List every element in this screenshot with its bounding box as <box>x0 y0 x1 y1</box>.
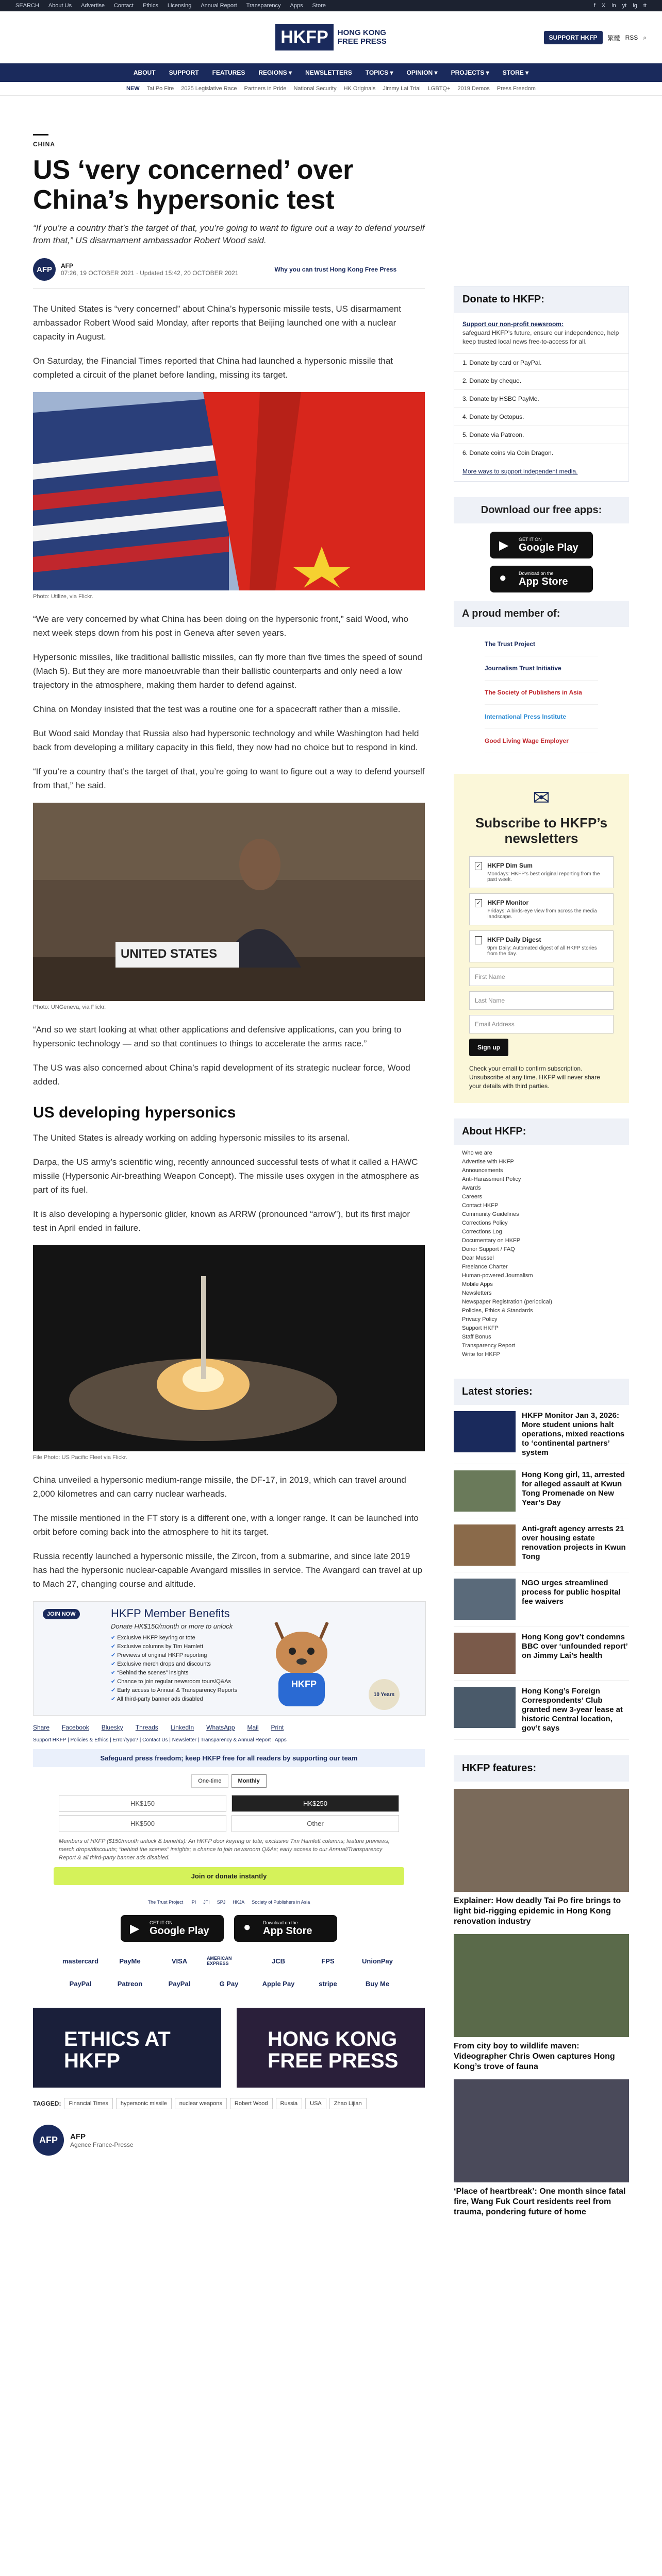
sidebar <box>454 286 629 2217</box>
header-actions <box>544 31 647 44</box>
flags-illustration <box>33 392 425 590</box>
trending-label: NEW <box>126 86 140 92</box>
nav-regions[interactable]: REGIONS ▾ <box>258 69 292 76</box>
publish-date: 07:26, 19 OCTOBER 2021 · Updated 15:42, 20 OCTOBER 2021 <box>61 269 239 277</box>
photo-caption: File Photo: US Pacific Fleet via Flickr. <box>33 1454 127 1461</box>
paragraph: Darpa, the US army’s scientific wing, recently announced successful tests of what it called a HAWC missile (Hypersonic Air-breathing Weapon Concept). The missile uses oxygen in the atmosphere as part of its fuel. <box>33 1157 419 1195</box>
donation-amounts <box>59 1795 399 1832</box>
about-link[interactable]: Donor Support / FAQ <box>462 1246 515 1252</box>
photo-caption: Photo: Utilize, via Flickr. <box>33 594 93 600</box>
checkbox-checked[interactable]: ✓ <box>475 899 482 907</box>
apple-icon: ● <box>499 571 507 585</box>
top-utility-bar <box>0 0 662 11</box>
flags-photo <box>33 392 425 590</box>
latest-story[interactable]: Hong Kong girl, 11, arrested for alleged assault at Kwun Tong Promenade on New Year’s Day <box>454 1464 629 1518</box>
search-link[interactable]: SEARCH <box>15 3 39 9</box>
share-links <box>33 1724 425 1731</box>
nav-store[interactable]: STORE ▾ <box>502 69 529 76</box>
newsletter-heading: Subscribe to HKFP’s newsletters <box>475 815 608 846</box>
author-avatar[interactable]: AFP <box>33 258 56 281</box>
benefit-item: ✔ Chance to join regular newsroom tours/Q&As <box>111 1677 237 1686</box>
benefit-item: ✔ Previews of original HKFP reporting <box>111 1651 237 1660</box>
footer-links[interactable]: Support HKFP | Policies & Ethics | Error/typo? | Contact Us | Newsletter | Transparency & Annual Report | Apps <box>33 1737 287 1743</box>
share-mail[interactable]: Mail <box>247 1724 259 1731</box>
monthly-tab[interactable]: Monthly <box>231 1774 267 1788</box>
about-link[interactable]: Policies, Ethics & Standards <box>462 1308 533 1314</box>
paragraph: The US was also concerned about China’s rapid development of its strategic nuclear force, Wood added. <box>33 1063 410 1087</box>
paragraph: The United States is already working on adding hypersonic missiles to its arsenal. <box>33 1133 350 1143</box>
benefit-list <box>111 1634 237 1704</box>
story-thumbnail <box>454 1579 516 1620</box>
feature-story[interactable]: ‘Place of heartbreak’: One month since fatal fire, Wang Fuk Court residents reel from trauma, pondering future of home <box>454 2079 629 2217</box>
payment-logo: mastercard <box>62 1957 99 1965</box>
donate-option[interactable]: 3. Donate by HSBC PayMe. <box>454 389 628 408</box>
partner-logo[interactable]: HKJA <box>233 1900 245 1905</box>
author-box-name[interactable]: AFP <box>70 2132 86 2141</box>
apps-link[interactable]: Apps <box>290 3 303 9</box>
paragraph: Russia recently launched a hypersonic missile, the Zircon, from a submarine, and since late 2019 has had the hypersonic nuclear-capable Avangard missiles in service. The Avangard can travel at up to Mach 27, changing course and altitude. <box>33 1551 423 1589</box>
about-link[interactable]: Announcements <box>462 1167 503 1174</box>
paragraph: “We are very concerned by what China has been doing on the hypersonic front,” said Wood, who next week steps down from his post in Geneva after seven years. <box>33 614 408 638</box>
about-link[interactable]: Transparency Report <box>462 1343 515 1349</box>
about-link[interactable]: Documentary on HKFP <box>462 1238 521 1244</box>
play-icon: ▶ <box>130 1922 140 1936</box>
mascot-shirt-text: HKFP <box>291 1679 317 1689</box>
paragraph: On Saturday, the Financial Times reported that China had launched a hypersonic missile that completed a circuit of the planet before landing, missing its target. <box>33 356 393 380</box>
promo-subtitle: Donate HK$150/month or more to unlock <box>111 1622 233 1630</box>
play-icon: ▶ <box>499 538 509 552</box>
about-link[interactable]: Human-powered Journalism <box>462 1273 533 1279</box>
about-link[interactable]: Staff Bonus <box>462 1334 491 1340</box>
member-logo[interactable]: The Trust Project <box>485 632 598 656</box>
photo-caption: Photo: UNGeneva, via Flickr. <box>33 1004 106 1010</box>
checkbox[interactable] <box>475 936 482 944</box>
payment-logos <box>33 1952 425 1992</box>
apple-icon: ● <box>243 1920 251 1934</box>
app-store-button[interactable]: ● Download on the App Store <box>234 1915 337 1942</box>
latest-story[interactable]: NGO urges streamlined process for public hospital fee waivers <box>454 1572 629 1626</box>
amount-option[interactable]: HK$150 <box>59 1795 226 1812</box>
app-store-buttons <box>33 1915 425 1942</box>
first-name-field[interactable]: First Name <box>469 968 614 986</box>
sidebar-google-play-button[interactable]: ▶ GET IT ON Google Play <box>490 532 593 558</box>
tag[interactable]: USA <box>305 2098 326 2109</box>
author-box-avatar[interactable]: AFP <box>33 2125 64 2156</box>
about-link[interactable]: Freelance Charter <box>462 1264 508 1270</box>
donate-text: Support our non-profit newsroom: safeguard HKFP’s future, ensure our independence, help keep trusted local news free-to-access for all. <box>462 320 619 345</box>
annual-report-link[interactable]: Annual Report <box>201 3 237 9</box>
benefit-item: ✔ Early access to Annual & Transparency Reports <box>111 1686 237 1695</box>
article-category[interactable]: CHINA <box>33 141 55 148</box>
about-link[interactable]: Who we are <box>462 1150 492 1156</box>
member-benefits-promo[interactable] <box>33 1601 426 1716</box>
about-heading: About HKFP: <box>454 1118 629 1145</box>
amount-option-selected[interactable]: HK$250 <box>231 1795 399 1812</box>
donate-option[interactable]: 5. Donate via Patreon. <box>454 426 628 444</box>
share-whatsapp[interactable]: WhatsApp <box>206 1724 235 1731</box>
tag[interactable]: Financial Times <box>64 2098 112 2109</box>
share-label: Share <box>33 1724 50 1731</box>
partner-logo[interactable]: The Trust Project <box>147 1900 184 1905</box>
newsletter-option[interactable]: ✓ HKFP Dim Sum Mondays: HKFP’s best original reporting from the past week. <box>469 856 614 888</box>
anniversary-badge: 10 Years <box>369 1679 400 1710</box>
payment-logo: stripe <box>319 1979 337 1988</box>
member-logo[interactable]: Good Living Wage Employer <box>485 729 598 753</box>
about-link[interactable]: Corrections Policy <box>462 1220 508 1226</box>
checkbox-checked[interactable]: ✓ <box>475 862 482 870</box>
member-logo[interactable]: The Society of Publishers in Asia <box>485 681 598 705</box>
ethics-link[interactable]: Ethics <box>142 3 158 9</box>
about-link[interactable]: Newsletters <box>462 1290 492 1296</box>
chinese-language-link[interactable]: 繁體 <box>607 34 620 42</box>
payment-logo: FPS <box>321 1957 335 1965</box>
about-link[interactable]: Support HKFP <box>462 1325 499 1331</box>
story-thumbnail <box>454 1411 516 1452</box>
feature-image <box>454 2079 629 2182</box>
trending-item[interactable]: Tai Po Fire <box>146 86 174 92</box>
about-link[interactable]: About Us <box>48 3 72 9</box>
story-thumbnail <box>454 1687 516 1728</box>
latest-story[interactable]: Anti-graft agency arrests 21 over housing estate renovation projects in Kwun Tong <box>454 1518 629 1572</box>
trending-item[interactable]: Jimmy Lai Trial <box>383 86 421 92</box>
rss-link[interactable]: RSS <box>625 34 638 41</box>
speaker-illustration <box>33 803 425 1001</box>
member-logo-list <box>454 627 629 758</box>
licensing-link[interactable]: Licensing <box>167 3 192 9</box>
features-heading: HKFP features: <box>454 1755 629 1782</box>
support-hkfp-button[interactable]: SUPPORT HKFP <box>544 31 603 44</box>
benefit-item: ✔ All third-party banner ads disabled <box>111 1695 237 1704</box>
article-title: US ‘very concerned’ over China’s hypersonic test <box>33 155 354 215</box>
x-icon[interactable]: X <box>601 3 606 9</box>
partner-logo[interactable]: JTI <box>203 1900 210 1905</box>
benefit-item: ✔ Exclusive merch drops and discounts <box>111 1660 237 1669</box>
trending-item[interactable]: 2019 Demos <box>457 86 490 92</box>
byline <box>33 258 425 289</box>
payment-logo: JCB <box>271 1957 285 1965</box>
site-header <box>0 11 662 63</box>
donate-option[interactable]: 6. Donate coins via Coin Dragon. <box>454 444 628 462</box>
tag[interactable]: hypersonic missile <box>116 2098 172 2109</box>
about-link[interactable]: Awards <box>462 1185 481 1191</box>
feature-image <box>454 1789 629 1892</box>
trending-bar <box>0 82 662 96</box>
youtube-icon[interactable]: yt <box>622 3 627 9</box>
nav-projects[interactable]: PROJECTS ▾ <box>451 69 489 76</box>
newsletter-option[interactable]: ✓ HKFP Monitor Fridays: A birds-eye view from across the media landscape. <box>469 893 614 925</box>
more-ways-link[interactable]: More ways to support independent media. <box>462 468 578 475</box>
about-link[interactable]: Mobile Apps <box>462 1281 493 1287</box>
support-banner[interactable]: Safeguard press freedom; keep HKFP free for all readers by supporting our team <box>33 1749 425 1767</box>
payment-logo: PayPal <box>168 1979 191 1988</box>
store-link[interactable]: Store <box>312 3 326 9</box>
social-icons <box>594 3 647 9</box>
sign-up-button[interactable]: Sign up <box>469 1039 508 1056</box>
nav-support[interactable]: SUPPORT <box>169 69 199 76</box>
share-threads[interactable]: Threads <box>135 1724 158 1731</box>
main-nav <box>0 63 662 82</box>
payment-logo: Buy Me <box>365 1979 390 1988</box>
payment-logo: AMERICAN EXPRESS <box>207 1956 232 1966</box>
logo-mark: HKFP <box>275 24 334 50</box>
logo-text: HONG KONG FREE PRESS <box>337 28 387 46</box>
trending-item[interactable]: Press Freedom <box>496 86 536 92</box>
nav-newsletters[interactable]: NEWSLETTERS <box>305 69 352 76</box>
partner-logos <box>33 1900 425 1905</box>
paragraph: But Wood said Monday that Russia also had hypersonic technology and while Washington had held back from developing a military capacity in this field, they now had no choice but to respond in kind. <box>33 728 419 752</box>
facebook-icon[interactable]: f <box>593 3 595 9</box>
article <box>33 134 425 2156</box>
partner-logo[interactable]: IPI <box>190 1900 196 1905</box>
payment-logo: PayMe <box>119 1957 141 1965</box>
tag[interactable]: Russia <box>276 2098 303 2109</box>
category-rule <box>33 134 48 135</box>
payment-logo: Apple Pay <box>262 1979 295 1988</box>
about-link[interactable]: Anti-Harassment Policy <box>462 1176 521 1182</box>
author-box-text <box>70 2132 134 2148</box>
missile-launch-photo <box>33 1245 425 1451</box>
payment-logo: VISA <box>171 1957 188 1965</box>
paragraph: China on Monday insisted that the test was a routine one for a spacecraft rather than a missile. <box>33 704 401 714</box>
paragraph: China unveiled a hypersonic medium-range missile, the DF-17, in 2019, which can travel around 2,000 kilometres and can carry nuclear warheads. <box>33 1475 406 1499</box>
nav-about[interactable]: ABOUT <box>133 69 156 76</box>
share-facebook[interactable]: Facebook <box>62 1724 89 1731</box>
trending-item[interactable]: National Security <box>293 86 337 92</box>
transparency-link[interactable]: Transparency <box>246 3 281 9</box>
ethics-banner[interactable]: ETHICS AT HKFP <box>33 2008 221 2088</box>
about-link[interactable]: Advertise with HKFP <box>462 1159 514 1165</box>
sidebar-app-store-button[interactable]: ● Download on the App Store <box>490 566 593 592</box>
about-link[interactable]: Careers <box>462 1194 483 1200</box>
donate-heading: Donate to HKFP: <box>454 286 628 313</box>
donate-option[interactable]: 2. Donate by cheque. <box>454 371 628 389</box>
email-field[interactable]: Email Address <box>469 1015 614 1033</box>
feature-story[interactable]: Explainer: How deadly Tai Po fire brings to light bid-rigging epidemic in Hong Kong renovation industry <box>454 1789 629 1927</box>
share-bluesky[interactable]: Bluesky <box>101 1724 123 1731</box>
nav-opinion[interactable]: OPINION ▾ <box>406 69 438 76</box>
promo-banners <box>33 2008 425 2088</box>
member-logo[interactable]: Journalism Trust Initiative <box>485 656 598 681</box>
feature-image <box>454 1934 629 2037</box>
payment-logo: Patreon <box>117 1979 143 1988</box>
tags-label: TAGGED: <box>33 2100 61 2107</box>
about-list <box>454 1145 629 1363</box>
share-print[interactable]: Print <box>271 1724 284 1731</box>
donate-widget <box>454 286 629 482</box>
last-name-field[interactable]: Last Name <box>469 991 614 1010</box>
nav-features[interactable]: FEATURES <box>212 69 245 76</box>
latest-story[interactable]: Hong Kong’s Foreign Correspondents’ Club granted new 3-year lease at historic Central location, gov’t says <box>454 1681 629 1740</box>
paragraph: Hypersonic missiles, like traditional ballistic missiles, can fly more than five times the speed of sound (Mach 5). But they are more manoeuvrable than their ballistic counterparts and only need a low trajectory in the atmosphere, making them harder to defend against. <box>33 652 422 690</box>
tiktok-icon[interactable]: tt <box>643 3 647 9</box>
launch-illustration <box>33 1245 425 1451</box>
byline-text <box>61 262 238 277</box>
feature-story[interactable]: From city boy to wildlife maven: Videographer Chris Owen captures Hong Kong’s trove of fauna <box>454 1934 629 2072</box>
promo-title: HKFP Member Benefits <box>111 1607 230 1620</box>
payment-logo: PayPal <box>69 1979 92 1988</box>
paragraph: The United States is “very concerned” about China’s hypersonic missile tests, US disarmament ambassador Robert Wood said Monday, after reports that Beijing launched one with a nuclear capacity in August. <box>33 304 401 342</box>
paragraph: “If you’re a country that’s the target of that, you’re going to want to figure out a way to defend yourself from that,” he said. <box>33 767 425 790</box>
newsletter-option[interactable]: HKFP Daily Digest 9pm Daily: Automated digest of all HKFP stories from the day. <box>469 930 614 962</box>
hkfp-logo[interactable] <box>275 24 387 50</box>
author-box-role: Agence France-Presse <box>70 2141 134 2148</box>
join-now-badge[interactable]: JOIN NOW <box>43 1609 80 1619</box>
benefit-item: ✔ “Behind the scenes” insights <box>111 1669 237 1677</box>
hkfp-banner[interactable]: HONG KONG FREE PRESS <box>237 2008 425 2088</box>
benefit-item: ✔ Exclusive columns by Tim Hamlett <box>111 1642 237 1651</box>
tag[interactable]: nuclear weapons <box>175 2098 227 2109</box>
trust-link[interactable]: Why you can trust Hong Kong Free Press <box>274 266 397 273</box>
payment-logo: UnionPay <box>362 1957 393 1965</box>
about-link[interactable]: Contact HKFP <box>462 1202 499 1209</box>
about-link[interactable]: Privacy Policy <box>462 1316 498 1323</box>
story-thumbnail <box>454 1470 516 1512</box>
advertise-link[interactable]: Advertise <box>81 3 105 9</box>
trending-item[interactable]: LGBTQ+ <box>427 86 451 92</box>
wood-photo <box>33 803 425 1001</box>
member-heading: A proud member of: <box>454 601 629 627</box>
about-link[interactable]: Newspaper Registration (periodical) <box>462 1299 552 1305</box>
author-box <box>33 2125 425 2156</box>
latest-list <box>454 1405 629 1740</box>
mail-icon: ✉ <box>533 787 550 809</box>
search-icon[interactable]: ⌕ <box>643 33 647 41</box>
tag-list <box>33 2098 425 2109</box>
linkedin-icon[interactable]: in <box>611 3 616 9</box>
paragraph: The missile mentioned in the FT story is a different one, with a longer range. It can be launched into orbit before coming back into the atmosphere to hit its target. <box>33 1513 419 1537</box>
nameplate: UNITED STATES <box>121 947 218 961</box>
sidebar-app-buttons <box>454 523 629 601</box>
deer-mascot-illustration <box>255 1612 348 1710</box>
share-linkedin[interactable]: LinkedIn <box>170 1724 194 1731</box>
payment-logo: G Pay <box>219 1979 239 1988</box>
latest-heading: Latest stories: <box>454 1379 629 1405</box>
partner-logo[interactable]: SPJ <box>217 1900 226 1905</box>
latest-story[interactable]: HKFP Monitor Jan 3, 2026: More student unions halt operations, mixed reactions to ‘continental partners’ system <box>454 1405 629 1464</box>
donate-option[interactable]: 4. Donate by Octopus. <box>454 408 628 426</box>
join-donate-button[interactable]: Join or donate instantly <box>54 1867 404 1885</box>
google-play-button[interactable]: ▶ GET IT ON Google Play <box>121 1915 224 1942</box>
newsletter-note: Check your email to confirm subscription. Unsubscribe at any time. HKFP will never share your details with third parties. <box>469 1065 600 1090</box>
story-thumbnail <box>454 1524 516 1566</box>
trending-item[interactable]: 2025 Legislative Race <box>181 86 237 92</box>
donate-option[interactable]: 1. Donate by card or PayPal. <box>454 353 628 371</box>
contact-link[interactable]: Contact <box>113 3 134 9</box>
about-link[interactable]: Dear Mussel <box>462 1255 494 1261</box>
amount-option[interactable]: Other <box>231 1815 399 1832</box>
paragraph: “And so we start looking at what other applications and defensive applications, can you bring to hypersonic technology — and so that continues to things to accelerate the arms race.” <box>33 1025 402 1048</box>
amount-option[interactable]: HK$500 <box>59 1815 226 1832</box>
about-link[interactable]: Corrections Log <box>462 1229 502 1235</box>
about-link[interactable]: Community Guidelines <box>462 1211 519 1217</box>
trending-item[interactable]: Partners in Pride <box>244 86 287 92</box>
tag[interactable]: Zhao Lijian <box>329 2098 367 2109</box>
paragraph: It is also developing a hypersonic glider, known as ARRW (pronounced “arrow”), but its first major test in April ended in failure. <box>33 1209 410 1233</box>
latest-story[interactable]: Hong Kong gov’t condemns BBC over ‘unfounded report’ on Jimmy Lai’s health <box>454 1626 629 1681</box>
article-standfirst: “If you’re a country that’s the target of that, you’re going to want to figure out a way to defend yourself from that,” US disarmament ambassador Robert Wood said. <box>33 223 425 245</box>
one-time-tab[interactable]: One-time <box>191 1774 228 1788</box>
benefit-item: ✔ Exclusive HKFP keyring or tote <box>111 1634 237 1642</box>
member-logo[interactable]: International Press Institute <box>485 705 598 729</box>
story-thumbnail <box>454 1633 516 1674</box>
about-link[interactable]: Write for HKFP <box>462 1351 500 1358</box>
nav-topics[interactable]: TOPICS ▾ <box>365 69 393 76</box>
donation-frequency <box>33 1774 425 1788</box>
tag[interactable]: Robert Wood <box>230 2098 273 2109</box>
membership-fineprint: Members of HKFP ($150/month unlock & benefits): An HKFP door keyring or tote; exclusive Tim Hamlett columns; feature previews; merch drops/discounts; “behind the scenes” insights; a chance to join newsroom Q&As; early access to our Annual/Transparency Report & all third-party banner ads disabled. <box>59 1838 390 1861</box>
section-heading: US developing hypersonics <box>33 1104 236 1121</box>
partner-logo[interactable]: Society of Publishers in Asia <box>252 1900 310 1905</box>
author-name[interactable]: AFP <box>61 262 73 269</box>
instagram-icon[interactable]: ig <box>633 3 637 9</box>
newsletter-signup <box>454 774 629 1103</box>
apps-heading: Download our free apps: <box>454 497 629 523</box>
trending-item[interactable]: HK Originals <box>343 86 376 92</box>
